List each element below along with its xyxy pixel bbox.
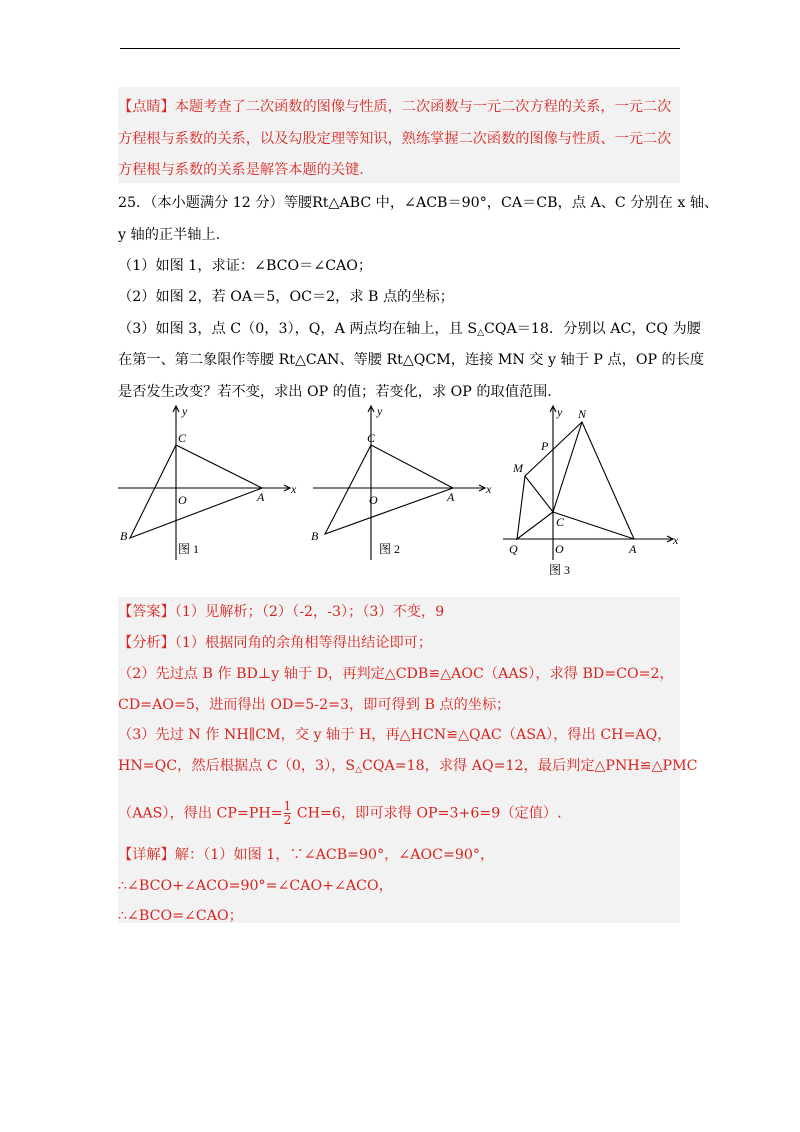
fig3-n-label: N — [578, 407, 587, 421]
fig1-o-label: O — [178, 493, 187, 507]
fig1-x-label: x — [291, 482, 297, 496]
fig1-b-label: B — [120, 529, 128, 543]
analysis-line-5 — [118, 756, 697, 780]
question-part-2: （2）如图 2，若 OA＝5，OC＝2，求 B 点的坐标； — [118, 289, 454, 305]
figure-3 — [495, 402, 685, 582]
review-line-2: 方程根与系数的关系，以及勾股定理等知识，熟练掌握二次函数的图像与性质、一元二次 — [118, 131, 672, 147]
analysis-line-6-b: CH=6，即可求得 OP=3+6=9（定值）. — [292, 805, 562, 822]
figure-2 — [305, 400, 505, 570]
fig1-y-label: y — [182, 404, 188, 418]
fig2-c-label: C — [367, 431, 376, 445]
fig2-a-label: A — [447, 490, 455, 504]
fig3-p-label: P — [541, 439, 549, 453]
fig2-caption: 图 2 — [379, 542, 401, 556]
fig2-b-label: B — [311, 529, 319, 543]
question-line-6: 在第一、第二象限作等腰 Rt△CAN、等腰 Rt△QCM，连接 MN 交 y 轴于 P 点，OP 的长度 — [118, 352, 705, 368]
question-line-1: 25．（本小题满分 12 分）等腰Rt△ABC 中，∠ACB＝90°，CA＝CB，点 A、C 分别在 x 轴、 — [118, 195, 719, 211]
fig3-m-label: M — [513, 461, 523, 475]
fig3-x-label: x — [673, 533, 679, 547]
analysis-line-3: CD=AO=5，进而得出 OD=5-2=3，即可得到 B 点的坐标； — [118, 697, 511, 713]
question-part-1: （1）如图 1，求证：∠BCO＝∠CAO； — [118, 258, 373, 274]
fig3-o-label: O — [555, 542, 564, 556]
triangle-subscript: △ — [477, 328, 484, 338]
fig2-y-label: y — [377, 404, 383, 418]
fig3-a-label: A — [629, 542, 637, 556]
analysis-line-2: （2）先过点 B 作 BD⊥y 轴于 D，再判定△CDB≌△AOC（AAS），求得 BD=CO=2， — [118, 666, 674, 682]
fig2-x-label: x — [486, 482, 492, 496]
fig2-o-label: O — [369, 493, 378, 507]
header-rule — [120, 48, 680, 49]
question-line-7: 是否发生改变？若不变，求出 OP 的值；若变化，求 OP 的取值范围. — [118, 384, 552, 400]
analysis-line-5-b: CQA=18，求得 AQ=12，最后判定△PNH≌△PMC — [362, 758, 698, 774]
review-line-3: 方程根与系数的关系是解答本题的关键. — [118, 162, 364, 178]
fraction-denominator: 2 — [283, 813, 292, 827]
fig1-a-label: A — [257, 490, 265, 504]
fraction-numerator: 1 — [283, 799, 292, 813]
figure-1 — [110, 400, 310, 570]
fig3-q-label: Q — [509, 542, 518, 556]
detail-line-2: ∴∠BCO+∠ACO=90°=∠CAO+∠ACO， — [118, 878, 393, 894]
fig3-c-label: C — [556, 515, 565, 529]
fig3-caption: 图 3 — [549, 563, 571, 577]
question-part-3 — [118, 319, 701, 343]
question-part-3-b: CQA＝18．分别以 AC，CQ 为腰 — [483, 321, 701, 337]
analysis-line-4: （3）先过 N 作 NH∥CM，交 y 轴于 H，再△HCN≌△QAC（ASA），得出 CH=AQ， — [118, 727, 672, 743]
analysis-triangle-subscript: △ — [355, 765, 362, 775]
question-part-3-a: （3）如图 3，点 C（0，3），Q，A 两点均在轴上，且 S — [118, 321, 478, 337]
analysis-line-5-a: HN=QC，然后根据点 C（0，3），S — [118, 758, 356, 774]
question-line-2: y 轴的正半轴上. — [118, 227, 221, 243]
detail-line-1: 【详解】解：（1）如图 1，∵∠ACB=90°，∠AOC=90°， — [118, 847, 495, 863]
analysis-line-1: 【分析】（1）根据同角的余角相等得出结论即可； — [118, 635, 433, 651]
fig1-caption: 图 1 — [178, 542, 200, 556]
analysis-line-6 — [118, 800, 562, 827]
answer-line: 【答案】（1）见解析；（2）（-2，-3）；（3）不变，9 — [118, 604, 445, 620]
fig3-y-label: y — [557, 405, 563, 419]
one-half-fraction — [284, 800, 292, 827]
detail-line-3: ∴∠BCO=∠CAO； — [118, 908, 243, 924]
analysis-line-6-a: （AAS），得出 CP=PH= — [118, 805, 283, 822]
fig1-c-label: C — [178, 431, 187, 445]
review-line-1: 【点睛】本题考查了二次函数的图像与性质，二次函数与一元二次方程的关系，一元二次 — [118, 99, 672, 115]
